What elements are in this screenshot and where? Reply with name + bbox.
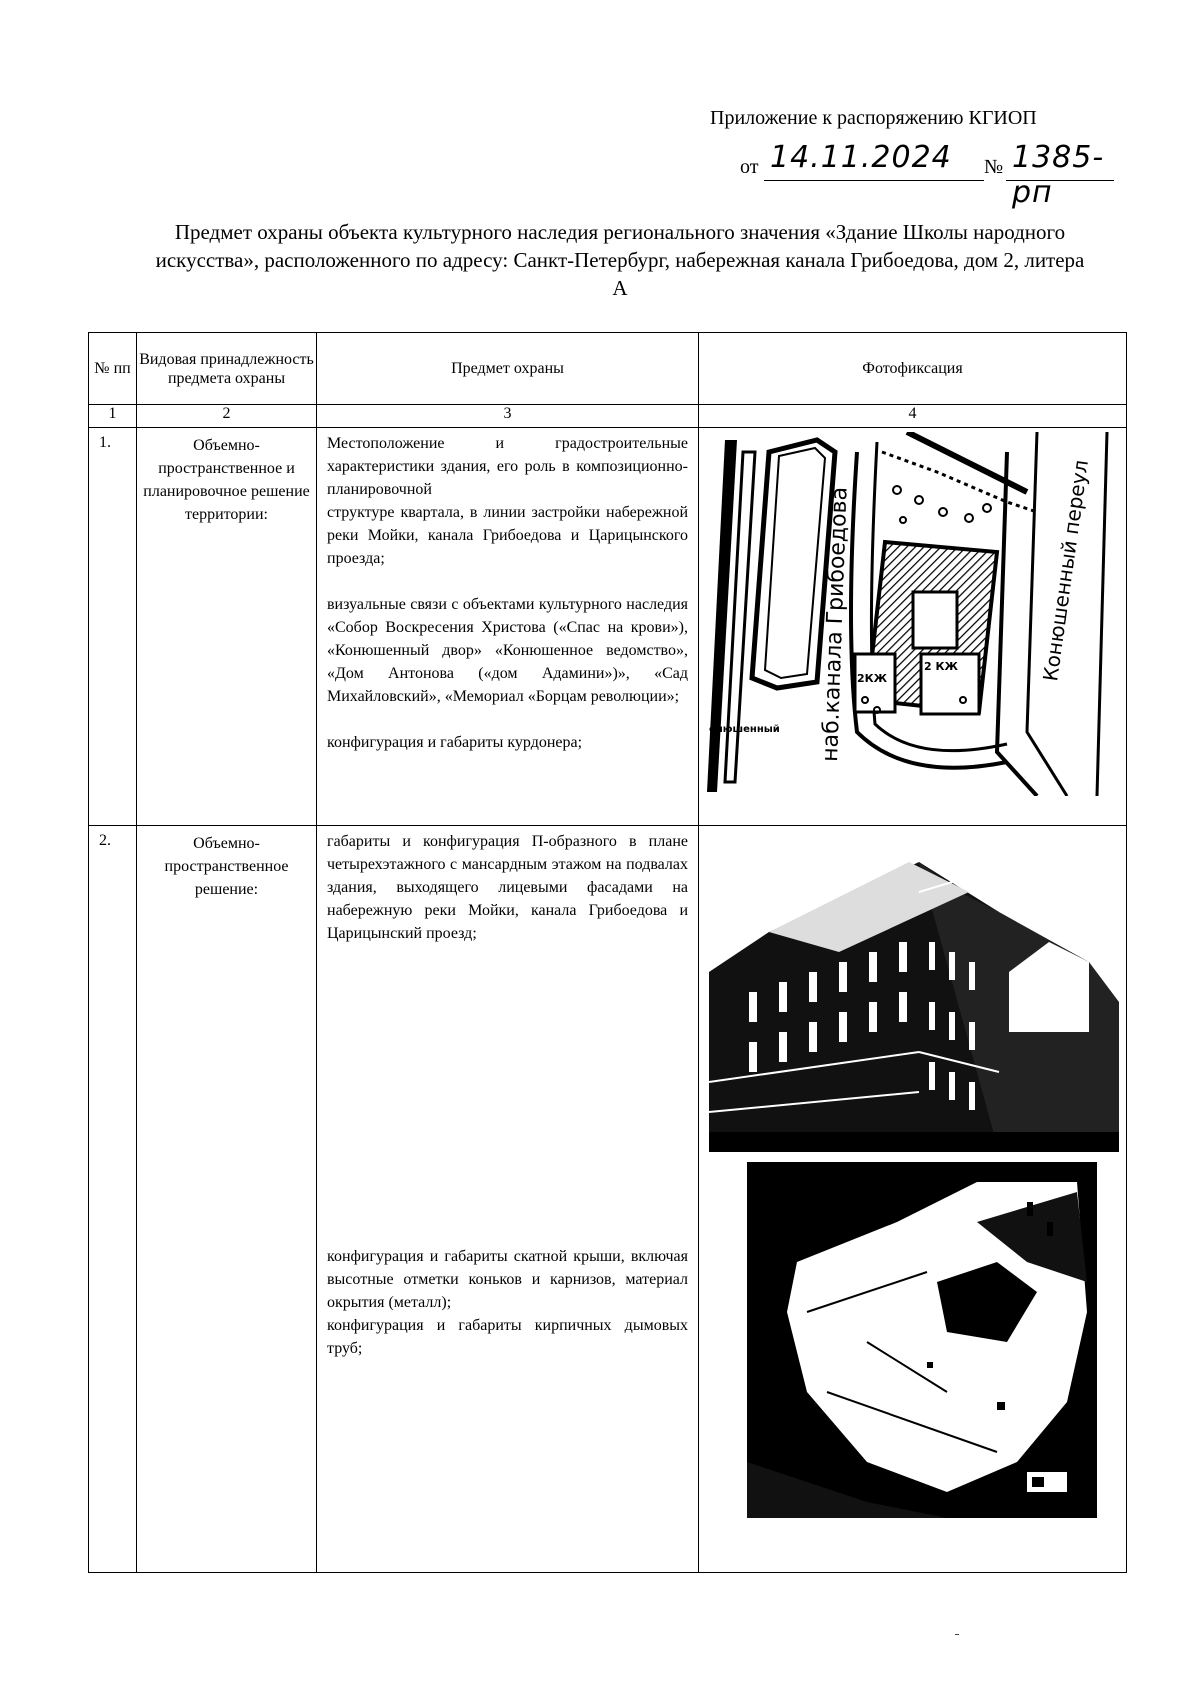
- map-label-lane: Конюшенный переул: [1038, 458, 1094, 683]
- protection-table: [88, 332, 1127, 1573]
- facade-photo: [709, 832, 1137, 1152]
- header-subject: Предмет охраны: [317, 333, 699, 405]
- subject-paragraph: габариты и конфигурация П-образного в плане четырехэтажного с мансардным этажом на подвалах здания, выходящего лицевыми фасадами на набережную реки Мойки, канала Грибоедова и Царицынский проезд;: [327, 833, 688, 942]
- subject-paragraph: структуре квартала, в линии застройки набережной реки Мойки, канала Грибоедова и Царицынского проезда;: [327, 504, 688, 567]
- header-num: № пп: [89, 333, 137, 405]
- order-line: [740, 140, 1140, 210]
- row-type: Объемно-пространственное решение:: [137, 826, 317, 1573]
- header-photo: Фотофиксация: [699, 333, 1127, 405]
- order-number: 1385-рп: [1012, 140, 1105, 210]
- scan-speck: [955, 1634, 959, 1635]
- col-number: 3: [317, 405, 699, 428]
- row-subject: [317, 826, 699, 1573]
- subject-paragraph: визуальные связи с объектами культурного наследия «Собор Воскресения Христова («Спас на крови»), «Конюшенный двор» «Конюшенное ведомство», «Дом Антонова («дом Адамини»)», «Сад Михайловский», «Мемориал «Борцам революции»;: [327, 596, 688, 705]
- order-date: 14.11.2024: [770, 140, 952, 175]
- header-type: Видовая принадлежность предмета охраны: [137, 333, 317, 405]
- col-number: 4: [699, 405, 1127, 428]
- row-photo: [699, 826, 1127, 1573]
- map-photo: [707, 432, 1117, 796]
- map-label-canal: наб.канала Грибоедова: [818, 486, 853, 763]
- column-number-row: [89, 405, 1127, 428]
- col-number: 1: [89, 405, 137, 428]
- subject-paragraph: конфигурация и габариты курдонера;: [327, 734, 583, 751]
- number-underline: [1006, 180, 1114, 181]
- map-label-building-b: 2 КЖ: [924, 660, 958, 673]
- table-row: [89, 826, 1127, 1573]
- subject-paragraph: конфигурация и габариты кирпичных дымовых труб;: [327, 1317, 688, 1357]
- map-label-left: онюшенный: [709, 724, 780, 735]
- col-number: 2: [137, 405, 317, 428]
- row-type: Объемно-пространственное и планировочное решение территории:: [137, 428, 317, 826]
- table-row: [89, 428, 1127, 826]
- row-number: 1.: [89, 428, 137, 826]
- row-subject: [317, 428, 699, 826]
- appendix-label: Приложение к распоряжению КГИОП: [710, 107, 1037, 129]
- subject-paragraph: конфигурация и габариты скатной крыши, включая высотные отметки коньков и карнизов, материал окрытия (металл);: [327, 1248, 688, 1311]
- header-row: [89, 333, 1127, 405]
- row-photo: [699, 428, 1127, 826]
- date-underline: [764, 180, 984, 181]
- aerial-photo: [747, 1162, 1097, 1518]
- row-number: 2.: [89, 826, 137, 1573]
- map-label-building-a: 2КЖ: [857, 672, 888, 685]
- subject-paragraph: Местоположение и градостроительные характеристики здания, его роль в композиционно-планировочной: [327, 435, 688, 498]
- document-title: Предмет охраны объекта культурного наследия регионального значения «Здание Школы народного искусства», расположенного по адресу: Санкт-Петербург, набережная канала Грибоедова, дом 2, литера А: [155, 220, 1085, 300]
- date-label: от: [740, 156, 759, 178]
- number-label: №: [984, 156, 1004, 178]
